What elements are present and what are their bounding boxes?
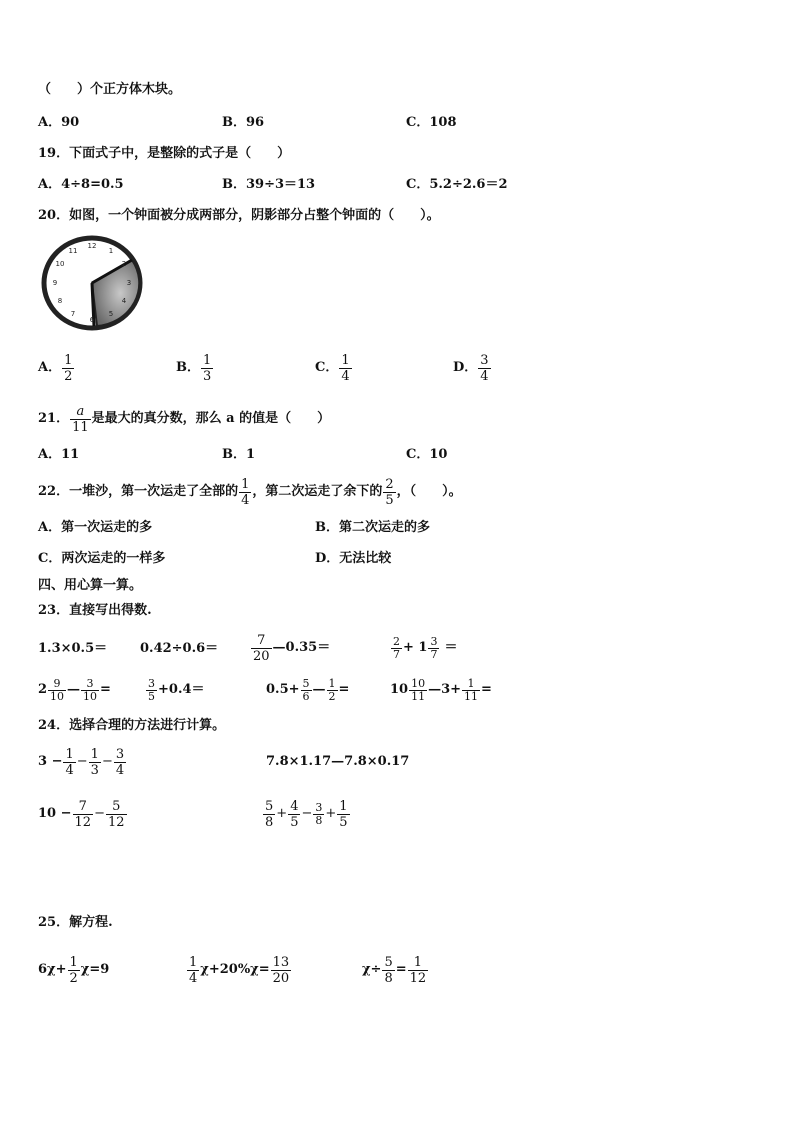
q18-option-a: A．90 (38, 115, 80, 130)
expr-rest: ＝ (444, 640, 458, 655)
fraction (382, 955, 394, 986)
fraction-numerator: 5 (302, 676, 310, 690)
q24-expr-2: 7.8×1.17—7.8×0.17 (266, 754, 410, 769)
q20-stem: 20．如图，一个钟面被分成两部分，阴影部分占整个钟面的（ ）。 (38, 208, 440, 223)
clock-num-12: 12 (87, 242, 97, 250)
fraction-denominator: 5 (148, 689, 155, 703)
fraction-denominator: 20 (272, 970, 290, 986)
q23-stem: 23．直接写出得数. (38, 603, 152, 618)
q22-fraction-2 (383, 477, 395, 508)
clock-num-4: 4 (121, 297, 127, 305)
expr-rest: +0.4＝ (158, 682, 205, 697)
q20-option-b-letter: B． (176, 360, 200, 375)
fraction-denominator: 8 (384, 970, 393, 986)
q25-equation-2 (186, 950, 292, 990)
q21-stem (38, 399, 330, 439)
fraction-denominator: 12 (409, 970, 427, 986)
fraction-denominator: 12 (74, 814, 92, 830)
fraction (89, 747, 101, 778)
clock-num-1: 1 (108, 247, 114, 255)
expr-rest: —0.35＝ (272, 640, 331, 655)
fraction (106, 799, 127, 830)
q20-option-a-letter: A． (38, 360, 62, 375)
fraction (391, 636, 402, 661)
clock-num-3: 3 (126, 279, 132, 287)
fraction-numerator: 5 (384, 954, 393, 970)
fraction-numerator: 13 (272, 954, 290, 970)
fraction (73, 799, 94, 830)
fraction-denominator: 10 (83, 689, 98, 703)
expr-mid: —3+ (428, 682, 462, 697)
q23-expr-5 (38, 672, 111, 708)
expr-rest: = (481, 682, 492, 697)
fraction-denominator: 8 (315, 813, 323, 827)
q19-stem: 19．下面式子中，是整除的式子是（ ） (38, 146, 291, 161)
fraction (409, 678, 427, 703)
fraction-numerator: 3 (148, 676, 155, 690)
fraction-numerator: 3 (115, 746, 125, 762)
section-heading: 四、用心算一算。 (38, 578, 143, 593)
q22-option-b: B．第二次运走的多 (315, 520, 430, 535)
q19-option-c: C．5.2÷2.6＝2 (406, 177, 508, 192)
fraction (428, 636, 439, 661)
fraction-denominator: 2 (64, 368, 73, 384)
fraction-denominator: 8 (265, 814, 274, 830)
fraction-denominator: 3 (203, 368, 212, 384)
fraction-numerator: 1 (467, 676, 475, 690)
fraction (288, 799, 300, 830)
fraction-numerator: 3 (86, 676, 94, 690)
q19-option-b: B．39÷3＝13 (222, 177, 316, 192)
fraction (114, 747, 126, 778)
fraction-denominator: 7 (393, 647, 400, 661)
fraction-numerator: 3 (480, 352, 489, 368)
q23-expr-8 (390, 672, 492, 708)
clock-num-5: 5 (108, 310, 114, 318)
q23-expr-1: 1.3×0.5＝ (38, 641, 108, 656)
minus-sign: − (101, 754, 113, 769)
fraction-numerator: 7 (257, 632, 266, 648)
fraction-numerator: 9 (53, 676, 61, 690)
q25-equation-1 (38, 950, 109, 990)
fraction-numerator: 10 (411, 676, 426, 690)
fraction-numerator: 1 (90, 746, 99, 762)
q22-option-c: C．两次运走的一样多 (38, 551, 166, 566)
fraction-denominator: 3 (90, 762, 99, 778)
q20-option-d (453, 348, 492, 388)
q23-expr-2: 0.42÷0.6＝ (140, 641, 219, 656)
q20-option-b (176, 348, 214, 388)
q20-option-c-fraction (339, 353, 351, 384)
fraction-denominator: 11 (72, 419, 89, 435)
fraction (68, 955, 80, 986)
minus-sign: − (76, 754, 88, 769)
fraction (187, 955, 199, 986)
expr-rest: = (338, 682, 350, 697)
expr-pre: 10 − (38, 806, 72, 821)
fraction-denominator: 5 (290, 814, 299, 830)
fraction-denominator: 7 (430, 647, 438, 661)
q22-text-2: ，第二次运走了余下的 (252, 484, 383, 499)
q20-option-c-letter: C． (315, 360, 339, 375)
q22-text-3: ，（ ）。 (396, 484, 462, 499)
fraction-numerator: 1 (64, 352, 73, 368)
expr-pre: χ÷ (362, 962, 382, 977)
fraction-numerator: 1 (69, 954, 78, 970)
clock-figure (40, 234, 144, 332)
fraction-denominator: 4 (65, 762, 74, 778)
q20-option-d-letter: D． (453, 360, 478, 375)
expr-mid: + 1 (403, 640, 428, 655)
fraction-numerator: 2 (385, 476, 394, 492)
fraction-denominator: 6 (302, 689, 310, 703)
fraction (327, 678, 338, 703)
expr-mid: χ+20%χ= (200, 962, 270, 977)
fraction-numerator: 1 (413, 954, 423, 970)
q24-expr-1 (38, 742, 127, 782)
clock-num-6: 6 (89, 316, 95, 324)
fraction (337, 799, 349, 830)
fraction (81, 678, 99, 703)
whole-number: 10 (390, 682, 409, 697)
minus-sign: − (94, 806, 105, 821)
q20-option-d-fraction (478, 353, 490, 384)
fraction-numerator: 1 (65, 746, 74, 762)
q22-option-d: D．无法比较 (315, 551, 392, 566)
fraction-denominator: 5 (339, 814, 348, 830)
clock-num-2: 2 (121, 260, 127, 268)
fraction (63, 747, 75, 778)
q20-option-c (315, 348, 353, 388)
q21-option-a: A．11 (38, 447, 80, 462)
expr-pre: 6χ+ (38, 962, 67, 977)
q21-number: 21． (38, 411, 70, 426)
q23-expr-3 (250, 630, 330, 666)
q23-expr-7 (266, 672, 349, 708)
fraction (301, 678, 312, 703)
fraction (251, 633, 272, 664)
fraction-numerator: 4 (290, 798, 299, 814)
expr-pre: 3 − (38, 754, 63, 769)
fraction-numerator: 2 (393, 634, 400, 648)
fraction-numerator: 1 (341, 352, 350, 368)
fraction-denominator: 5 (385, 492, 394, 508)
q21-option-c: C．10 (406, 447, 448, 462)
fraction-numerator: 1 (339, 798, 348, 814)
fraction-numerator: a (76, 403, 85, 419)
q22-stem (38, 472, 462, 512)
fraction-numerator: 1 (189, 954, 198, 970)
q18-option-b: B．96 (222, 115, 265, 130)
minus-sign: − (301, 806, 313, 821)
fraction (146, 678, 157, 703)
q24-expr-3 (38, 794, 128, 834)
fraction-numerator: 1 (241, 476, 250, 492)
fraction-denominator: 4 (115, 762, 125, 778)
fraction-denominator: 2 (328, 689, 336, 703)
q23-expr-6 (145, 672, 205, 708)
fraction-numerator: 7 (78, 798, 87, 814)
clock-num-11: 11 (68, 247, 78, 255)
fraction (408, 955, 429, 986)
clock-num-7: 7 (70, 310, 76, 318)
plus-sign: + (276, 806, 288, 821)
q18-option-c: C．108 (406, 115, 457, 130)
fraction-numerator: 3 (430, 634, 438, 648)
fraction-denominator: 11 (411, 689, 426, 703)
q21-text: 是最大的真分数，那么 a 的值是（ ） (91, 411, 331, 426)
q21-fraction (70, 404, 91, 435)
expr-mid: = (395, 962, 407, 977)
q20-option-a-fraction (62, 353, 74, 384)
plus-sign: + (325, 806, 337, 821)
fraction (263, 799, 275, 830)
fraction (271, 955, 292, 986)
whole-number: 2 (38, 682, 48, 697)
fraction (462, 678, 480, 703)
fraction-denominator: 11 (464, 689, 479, 703)
q25-stem: 25．解方程. (38, 915, 113, 930)
clock-num-10: 10 (55, 260, 65, 268)
clock-num-9: 9 (52, 279, 58, 287)
fraction-denominator: 4 (341, 368, 350, 384)
q19-option-a: A．4÷8=0.5 (38, 177, 124, 192)
q22-fraction-1 (239, 477, 251, 508)
q25-equation-3 (362, 950, 429, 990)
q22-option-a: A．第一次运走的多 (38, 520, 153, 535)
fraction-denominator: 4 (241, 492, 250, 508)
fraction-denominator: 12 (107, 814, 125, 830)
q20-option-b-fraction (201, 353, 213, 384)
fraction-denominator: 20 (253, 648, 270, 664)
q24-expr-4 (262, 794, 351, 834)
q23-expr-4 (390, 630, 457, 666)
q20-option-a (38, 348, 75, 388)
fraction-numerator: 5 (265, 798, 274, 814)
q22-text-1: 22．一堆沙，第一次运走了全部的 (38, 484, 239, 499)
fraction-denominator: 4 (189, 970, 198, 986)
expr-pre: 0.5+ (266, 682, 300, 697)
fraction (48, 678, 66, 703)
q24-stem: 24．选择合理的方法进行计算。 (38, 718, 226, 733)
clock-num-8: 8 (57, 297, 63, 305)
expr-rest: = (100, 682, 111, 697)
q18-tail: （ ）个正方体木块。 (38, 82, 182, 97)
fraction-denominator: 4 (480, 368, 489, 384)
fraction-numerator: 1 (203, 352, 212, 368)
operator: — (312, 682, 326, 697)
expr-rest: χ=9 (80, 962, 110, 977)
fraction (313, 802, 324, 827)
fraction-numerator: 3 (315, 800, 323, 814)
fraction-numerator: 1 (328, 676, 336, 690)
fraction-denominator: 2 (69, 970, 78, 986)
fraction-denominator: 10 (50, 689, 65, 703)
fraction-numerator: 5 (112, 798, 121, 814)
operator: — (67, 682, 81, 697)
q21-option-b: B．1 (222, 447, 256, 462)
